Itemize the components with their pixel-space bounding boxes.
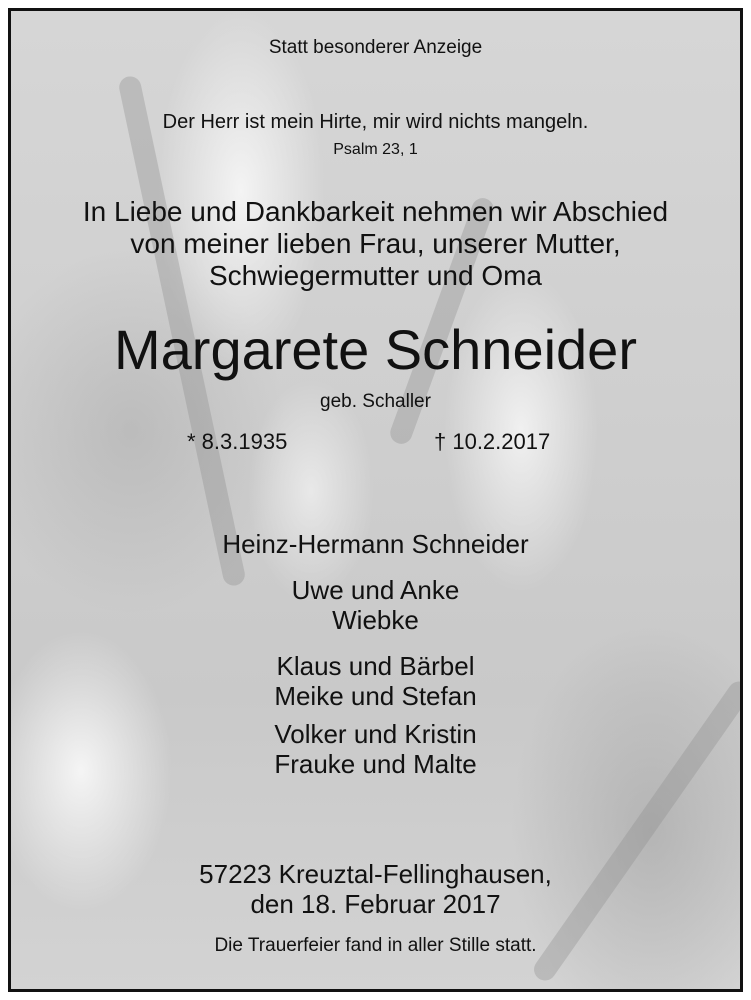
maiden-name: geb. Schaller bbox=[320, 391, 431, 412]
deceased-name: Margarete Schneider bbox=[114, 318, 637, 381]
footer-note: Die Trauerfeier fand in aller Stille statt. bbox=[214, 935, 537, 956]
mourner-line: Frauke und Malte bbox=[274, 749, 477, 779]
intro-line-3: Schwiegermutter und Oma bbox=[208, 260, 543, 291]
intro-line-2: von meiner lieben Frau, unserer Mutter, bbox=[130, 228, 621, 259]
mourner-line: Uwe und Anke bbox=[291, 575, 460, 605]
verse-reference: Psalm 23, 1 bbox=[333, 141, 418, 158]
birth-date: * 8.3.1935 bbox=[187, 429, 288, 454]
mourner-line: Heinz-Hermann Schneider bbox=[222, 529, 529, 559]
mourner-line: Wiebke bbox=[332, 605, 419, 635]
intro-line-1: In Liebe und Dankbarkeit nehmen wir Abschied bbox=[82, 196, 669, 227]
mourner-line: Meike und Stefan bbox=[274, 681, 477, 711]
notice-type: Statt besonderer Anzeige bbox=[268, 37, 483, 58]
footer-place: 57223 Kreuztal-Fellinghausen, bbox=[199, 859, 552, 889]
mourner-line: Klaus und Bärbel bbox=[276, 651, 475, 681]
obituary-notice bbox=[8, 8, 743, 992]
footer-date: den 18. Februar 2017 bbox=[250, 889, 501, 919]
mourner-line: Volker und Kristin bbox=[274, 719, 477, 749]
death-date: † 10.2.2017 bbox=[434, 429, 551, 454]
verse-text: Der Herr ist mein Hirte, mir wird nichts mangeln. bbox=[162, 111, 589, 133]
